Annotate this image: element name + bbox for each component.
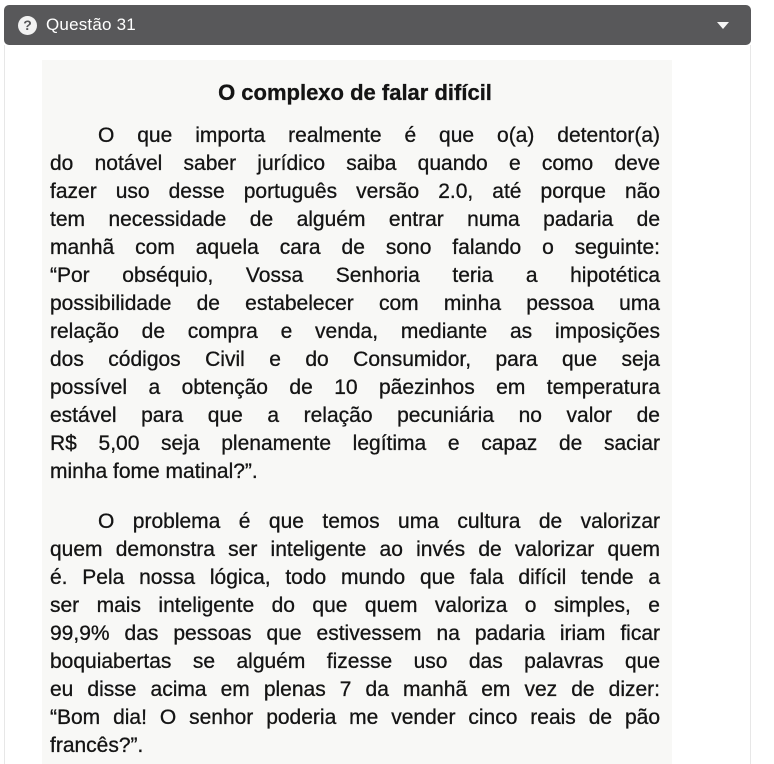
passage-line: francês?”.	[50, 734, 144, 757]
passage-paragraph-2	[50, 508, 660, 760]
chevron-down-icon	[717, 22, 729, 29]
passage-line: estável para que a relação pecuniária no valor de	[50, 404, 660, 427]
passage-line: R$ 5,00 seja plenamente legítima e capaz de saciar	[50, 432, 660, 455]
passage-line: fazer uso desse português versão 2.0, até porque não	[50, 180, 660, 203]
question-panel-header[interactable]	[4, 5, 751, 45]
passage-line: tem necessidade de alguém entrar numa padaria de	[50, 208, 660, 231]
question-title: Questão 31	[46, 15, 136, 34]
passage-line: minha fome matinal?”.	[50, 460, 258, 483]
passage-line: é. Pela nossa lógica, todo mundo que fala difícil tende a	[50, 566, 660, 589]
passage-line: “Por obséquio, Vossa Senhoria teria a hipotética	[50, 264, 660, 287]
passage-line: possibilidade de estabelecer com minha pessoa uma	[50, 292, 660, 315]
passage-line: 99,9% das pessoas que estivessem na padaria iriam ficar	[50, 622, 660, 645]
passage-line: do notável saber jurídico saiba quando e como deve	[50, 152, 660, 175]
question-circle-icon: ?	[18, 16, 37, 35]
passage-line: boquiabertas se alguém fizesse uso das palavras que	[50, 650, 660, 673]
passage-line: manhã com aquela cara de sono falando o seguinte:	[50, 236, 660, 259]
passage-scan-image	[42, 60, 672, 764]
passage-line: eu disse acima em plenas 7 da manhã em vez de dizer:	[50, 678, 660, 701]
passage-line: relação de compra e venda, mediante as imposições	[50, 320, 660, 343]
question-panel-body	[4, 45, 751, 764]
passage-line: dos códigos Civil e do Consumidor, para que seja	[50, 348, 660, 371]
passage-line: “Bom dia! O senhor poderia me vender cinco reais de pão	[50, 706, 660, 729]
passage-line: quem demonstra ser inteligente ao invés de valorizar quem	[50, 538, 660, 561]
passage-title: O complexo de falar difícil	[218, 80, 492, 105]
passage-paragraph-1	[50, 122, 660, 486]
passage-line: possível a obtenção de 10 pãezinhos em temperatura	[50, 376, 660, 399]
passage-line: O que importa realmente é que o(a) detentor(a)	[98, 124, 660, 147]
passage-line: O problema é que temos uma cultura de valorizar	[98, 510, 660, 533]
question-panel	[4, 5, 751, 764]
passage-line: ser mais inteligente do que quem valoriza o simples, e	[50, 594, 660, 617]
